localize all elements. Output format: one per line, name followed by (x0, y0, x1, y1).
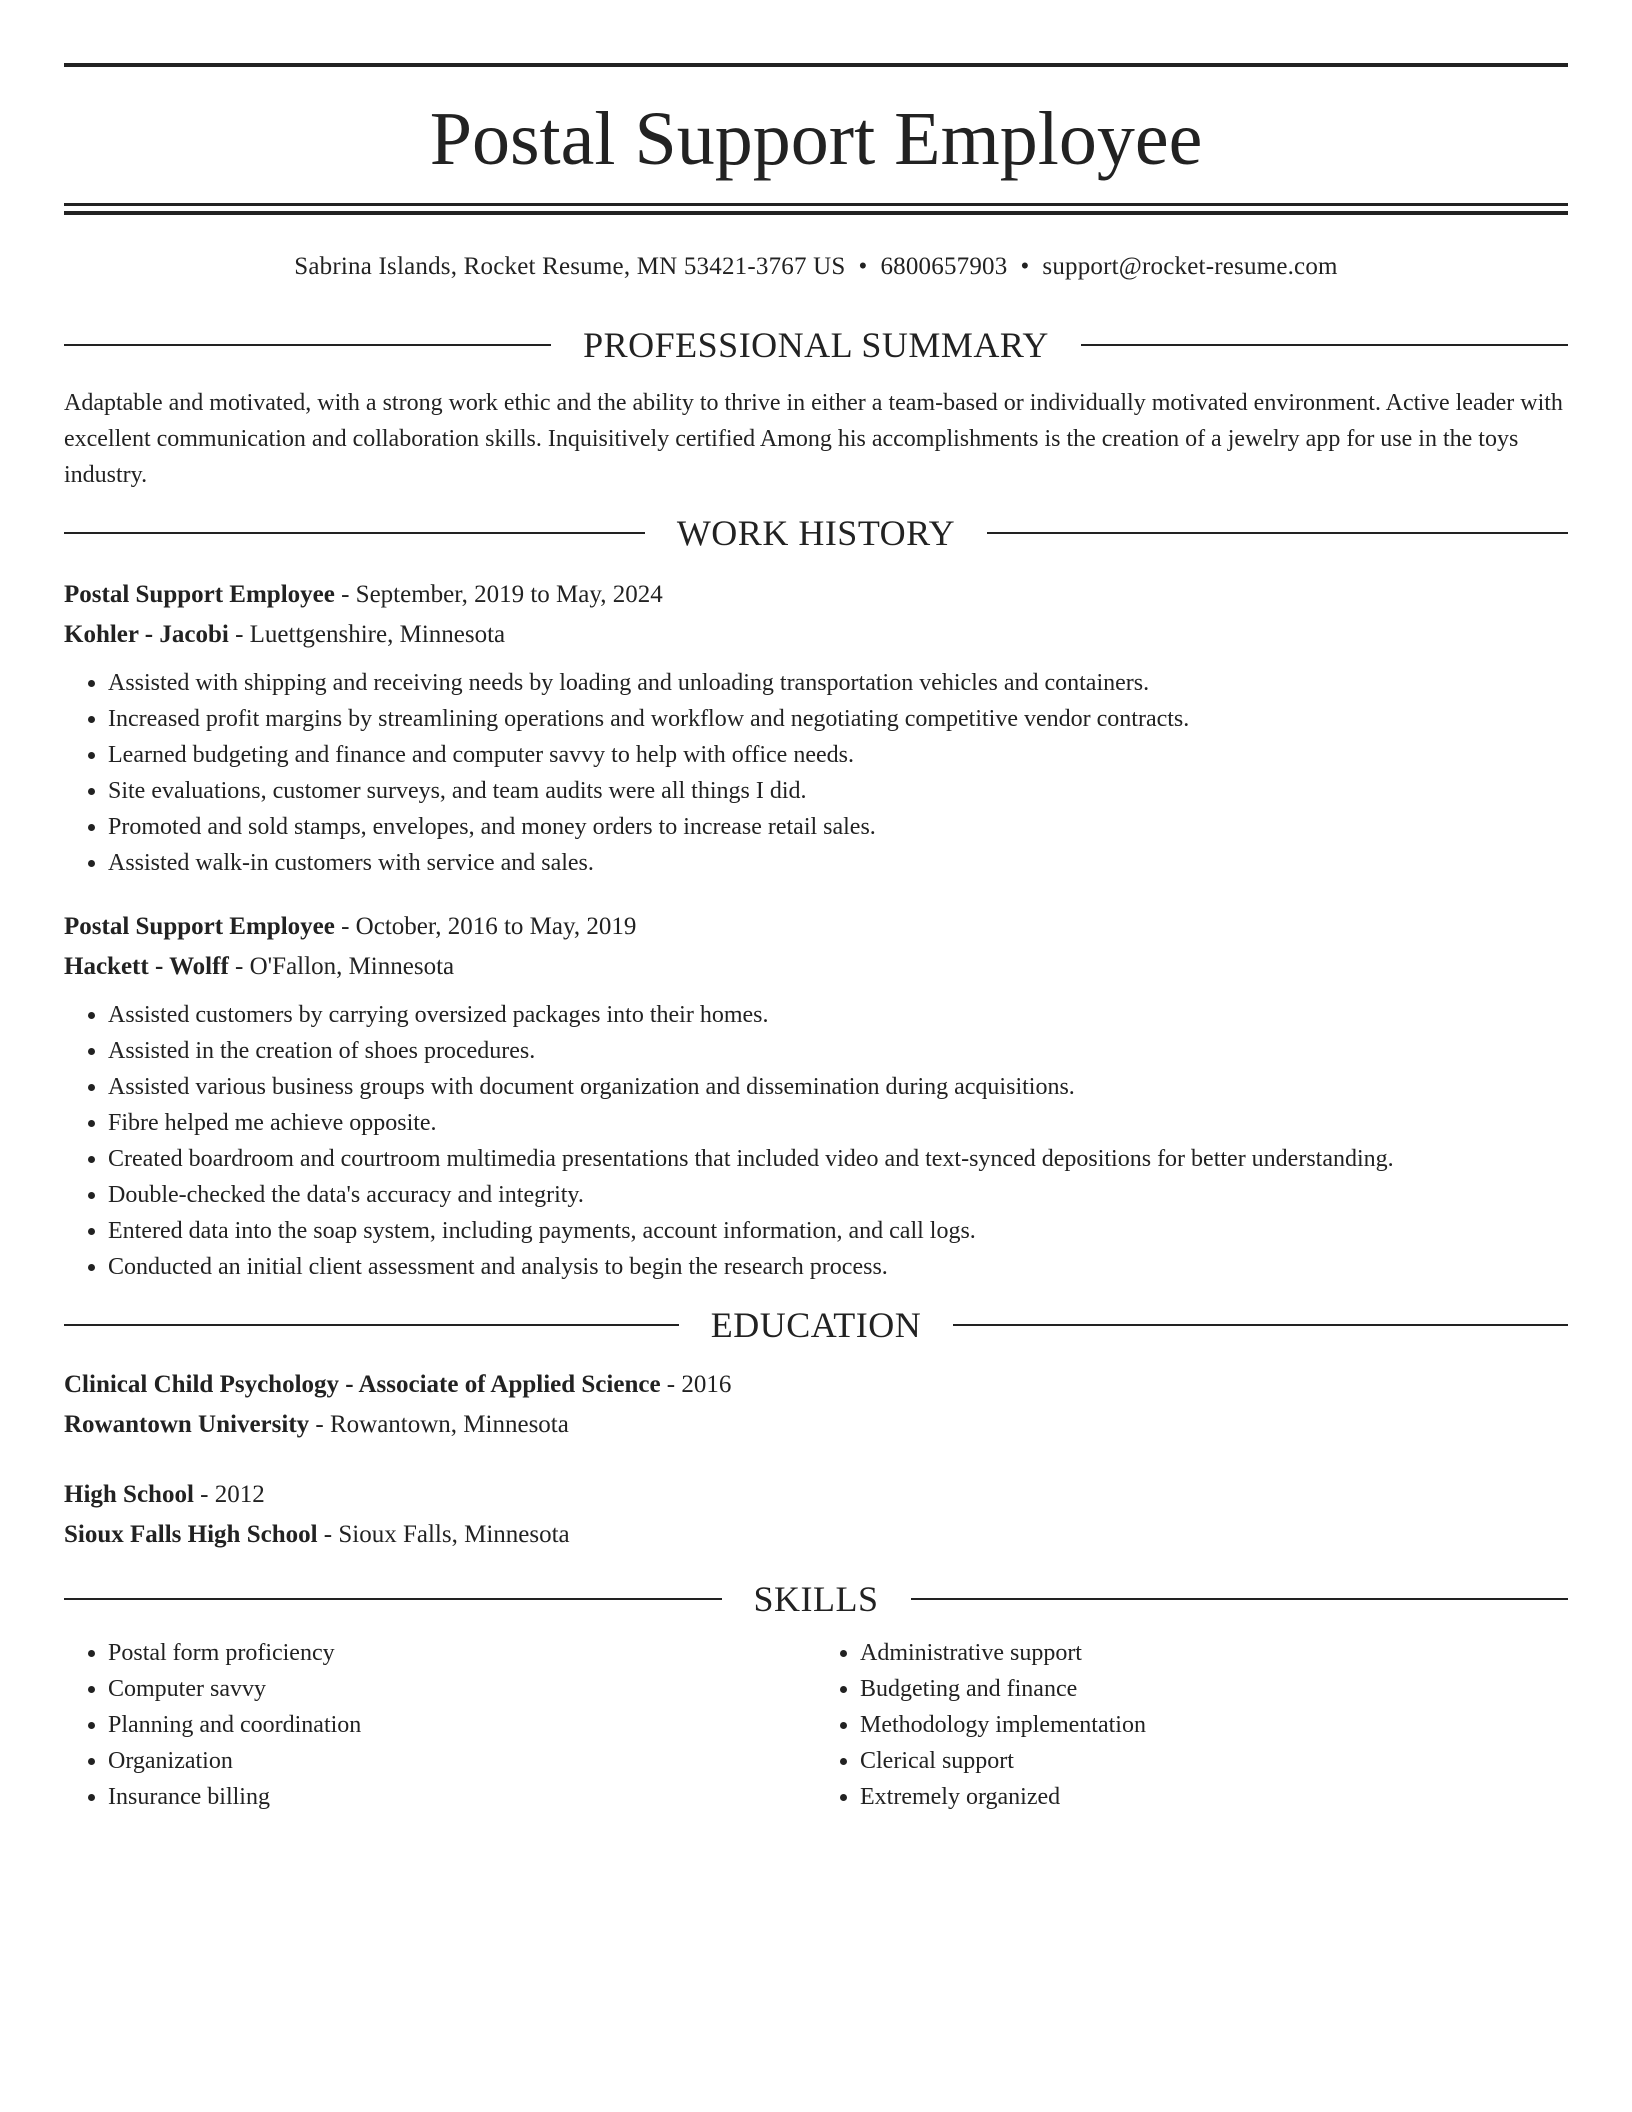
education-degree: Clinical Child Psychology - Associate of Applied Science (64, 1371, 661, 1398)
job-dates: - September, 2019 to May, 2024 (334, 581, 663, 608)
job-role: Postal Support Employee (64, 913, 335, 940)
job-location: - Luettgenshire, Minnesota (228, 621, 506, 648)
list-item: • Assisted in the creation of shoes procedures. (108, 1033, 1568, 1069)
job-title-line (64, 575, 1568, 615)
list-item: • Site evaluations, customer surveys, and team audits were all things I did. (108, 773, 1568, 809)
section-rule (953, 1324, 1568, 1326)
list-item: • Conducted an initial client assessment and analysis to begin the research process. (108, 1249, 1568, 1285)
job-bullets (64, 997, 1568, 1285)
education-entry (64, 1475, 1568, 1555)
section-title: EDUCATION (710, 1305, 922, 1345)
list-item: • Assisted walk-in customers with service and sales. (108, 845, 1568, 881)
education-school: Rowantown University (64, 1411, 310, 1438)
job-title-line (64, 907, 1568, 947)
list-item: • Increased profit margins by streamlining operations and workflow and negotiating competitive vendor contracts. (108, 701, 1568, 737)
job-role: Postal Support Employee (64, 581, 335, 608)
skill-item: • Planning and coordination (108, 1707, 816, 1743)
skill-item: • Extremely organized (860, 1779, 1568, 1815)
job-entry (64, 907, 1568, 1285)
job-company-line (64, 947, 1568, 987)
skill-item: • Insurance billing (108, 1779, 816, 1815)
contact-address: Sabrina Islands, Rocket Resume, MN 53421-3767 US (294, 253, 846, 280)
education-school-line (64, 1515, 1568, 1555)
list-item: • Entered data into the soap system, including payments, account information, and call logs. (108, 1213, 1568, 1249)
list-item: • Fibre helped me achieve opposite. (108, 1105, 1568, 1141)
job-entry (64, 575, 1568, 881)
job-company: Kohler - Jacobi (64, 621, 229, 648)
education-location: - Rowantown, Minnesota (309, 1411, 569, 1438)
contact-email: support@rocket-resume.com (1042, 253, 1338, 280)
education-entry (64, 1365, 1568, 1445)
header-double-rule (64, 203, 1568, 215)
job-dates: - October, 2016 to May, 2019 (334, 913, 637, 940)
work-section-header (64, 511, 1568, 555)
section-title: SKILLS (753, 1579, 879, 1619)
education-year: - 2016 (660, 1371, 732, 1398)
education-degree-line (64, 1475, 1568, 1515)
list-item: • Double-checked the data's accuracy and integrity. (108, 1177, 1568, 1213)
list-item: • Learned budgeting and finance and computer savvy to help with office needs. (108, 737, 1568, 773)
job-bullets (64, 665, 1568, 881)
skills-column-right (816, 1635, 1568, 1815)
section-rule (911, 1598, 1569, 1600)
contact-line (64, 251, 1568, 283)
section-rule (64, 532, 645, 534)
skill-item: • Clerical support (860, 1743, 1568, 1779)
summary-section-header (64, 323, 1568, 367)
skills-section-header (64, 1577, 1568, 1621)
candidate-name: Postal Support Employee (429, 97, 1203, 181)
skill-item: • Methodology implementation (860, 1707, 1568, 1743)
education-location: - Sioux Falls, Minnesota (317, 1521, 570, 1548)
education-school-line (64, 1405, 1568, 1445)
section-rule (64, 1598, 722, 1600)
skill-item: • Organization (108, 1743, 816, 1779)
summary-text: Adaptable and motivated, with a strong work ethic and the ability to thrive in either a team-based or individually motivated environment. Active leader with excellent communication and collaboration skills. Inquisitively certified Among his accomplishments is the creation of a jewelry app for use in the toys industry. (64, 390, 1563, 488)
skill-item: • Postal form proficiency (108, 1635, 816, 1671)
education-section-header (64, 1303, 1568, 1347)
education-degree-line (64, 1365, 1568, 1405)
education-year: - 2012 (193, 1481, 265, 1508)
list-item: • Created boardroom and courtroom multimedia presentations that included video and text-synced depositions for better understanding. (108, 1141, 1568, 1177)
section-rule (64, 344, 551, 346)
job-company-line (64, 615, 1568, 655)
section-title: PROFESSIONAL SUMMARY (583, 325, 1049, 365)
top-rule (64, 63, 1568, 67)
skills-list (64, 1635, 1568, 1815)
list-item: • Assisted customers by carrying oversized packages into their homes. (108, 997, 1568, 1033)
skills-column-left (64, 1635, 816, 1815)
list-item: • Assisted various business groups with document organization and dissemination during acquisitions. (108, 1069, 1568, 1105)
education-degree: High School (64, 1481, 194, 1508)
section-title: WORK HISTORY (676, 513, 956, 553)
list-item: • Promoted and sold stamps, envelopes, and money orders to increase retail sales. (108, 809, 1568, 845)
skill-item: • Computer savvy (108, 1671, 816, 1707)
section-rule (987, 532, 1568, 534)
skill-item: • Administrative support (860, 1635, 1568, 1671)
contact-separator: • (858, 253, 868, 280)
education-school: Sioux Falls High School (64, 1521, 318, 1548)
contact-separator: • (1020, 253, 1030, 280)
skill-item: • Budgeting and finance (860, 1671, 1568, 1707)
job-company: Hackett - Wolff (64, 953, 229, 980)
contact-phone: 6800657903 (880, 253, 1008, 280)
section-rule (64, 1324, 679, 1326)
job-location: - O'Fallon, Minnesota (228, 953, 455, 980)
list-item: • Assisted with shipping and receiving needs by loading and unloading transportation vehicles and containers. (108, 665, 1568, 701)
section-rule (1081, 344, 1568, 346)
